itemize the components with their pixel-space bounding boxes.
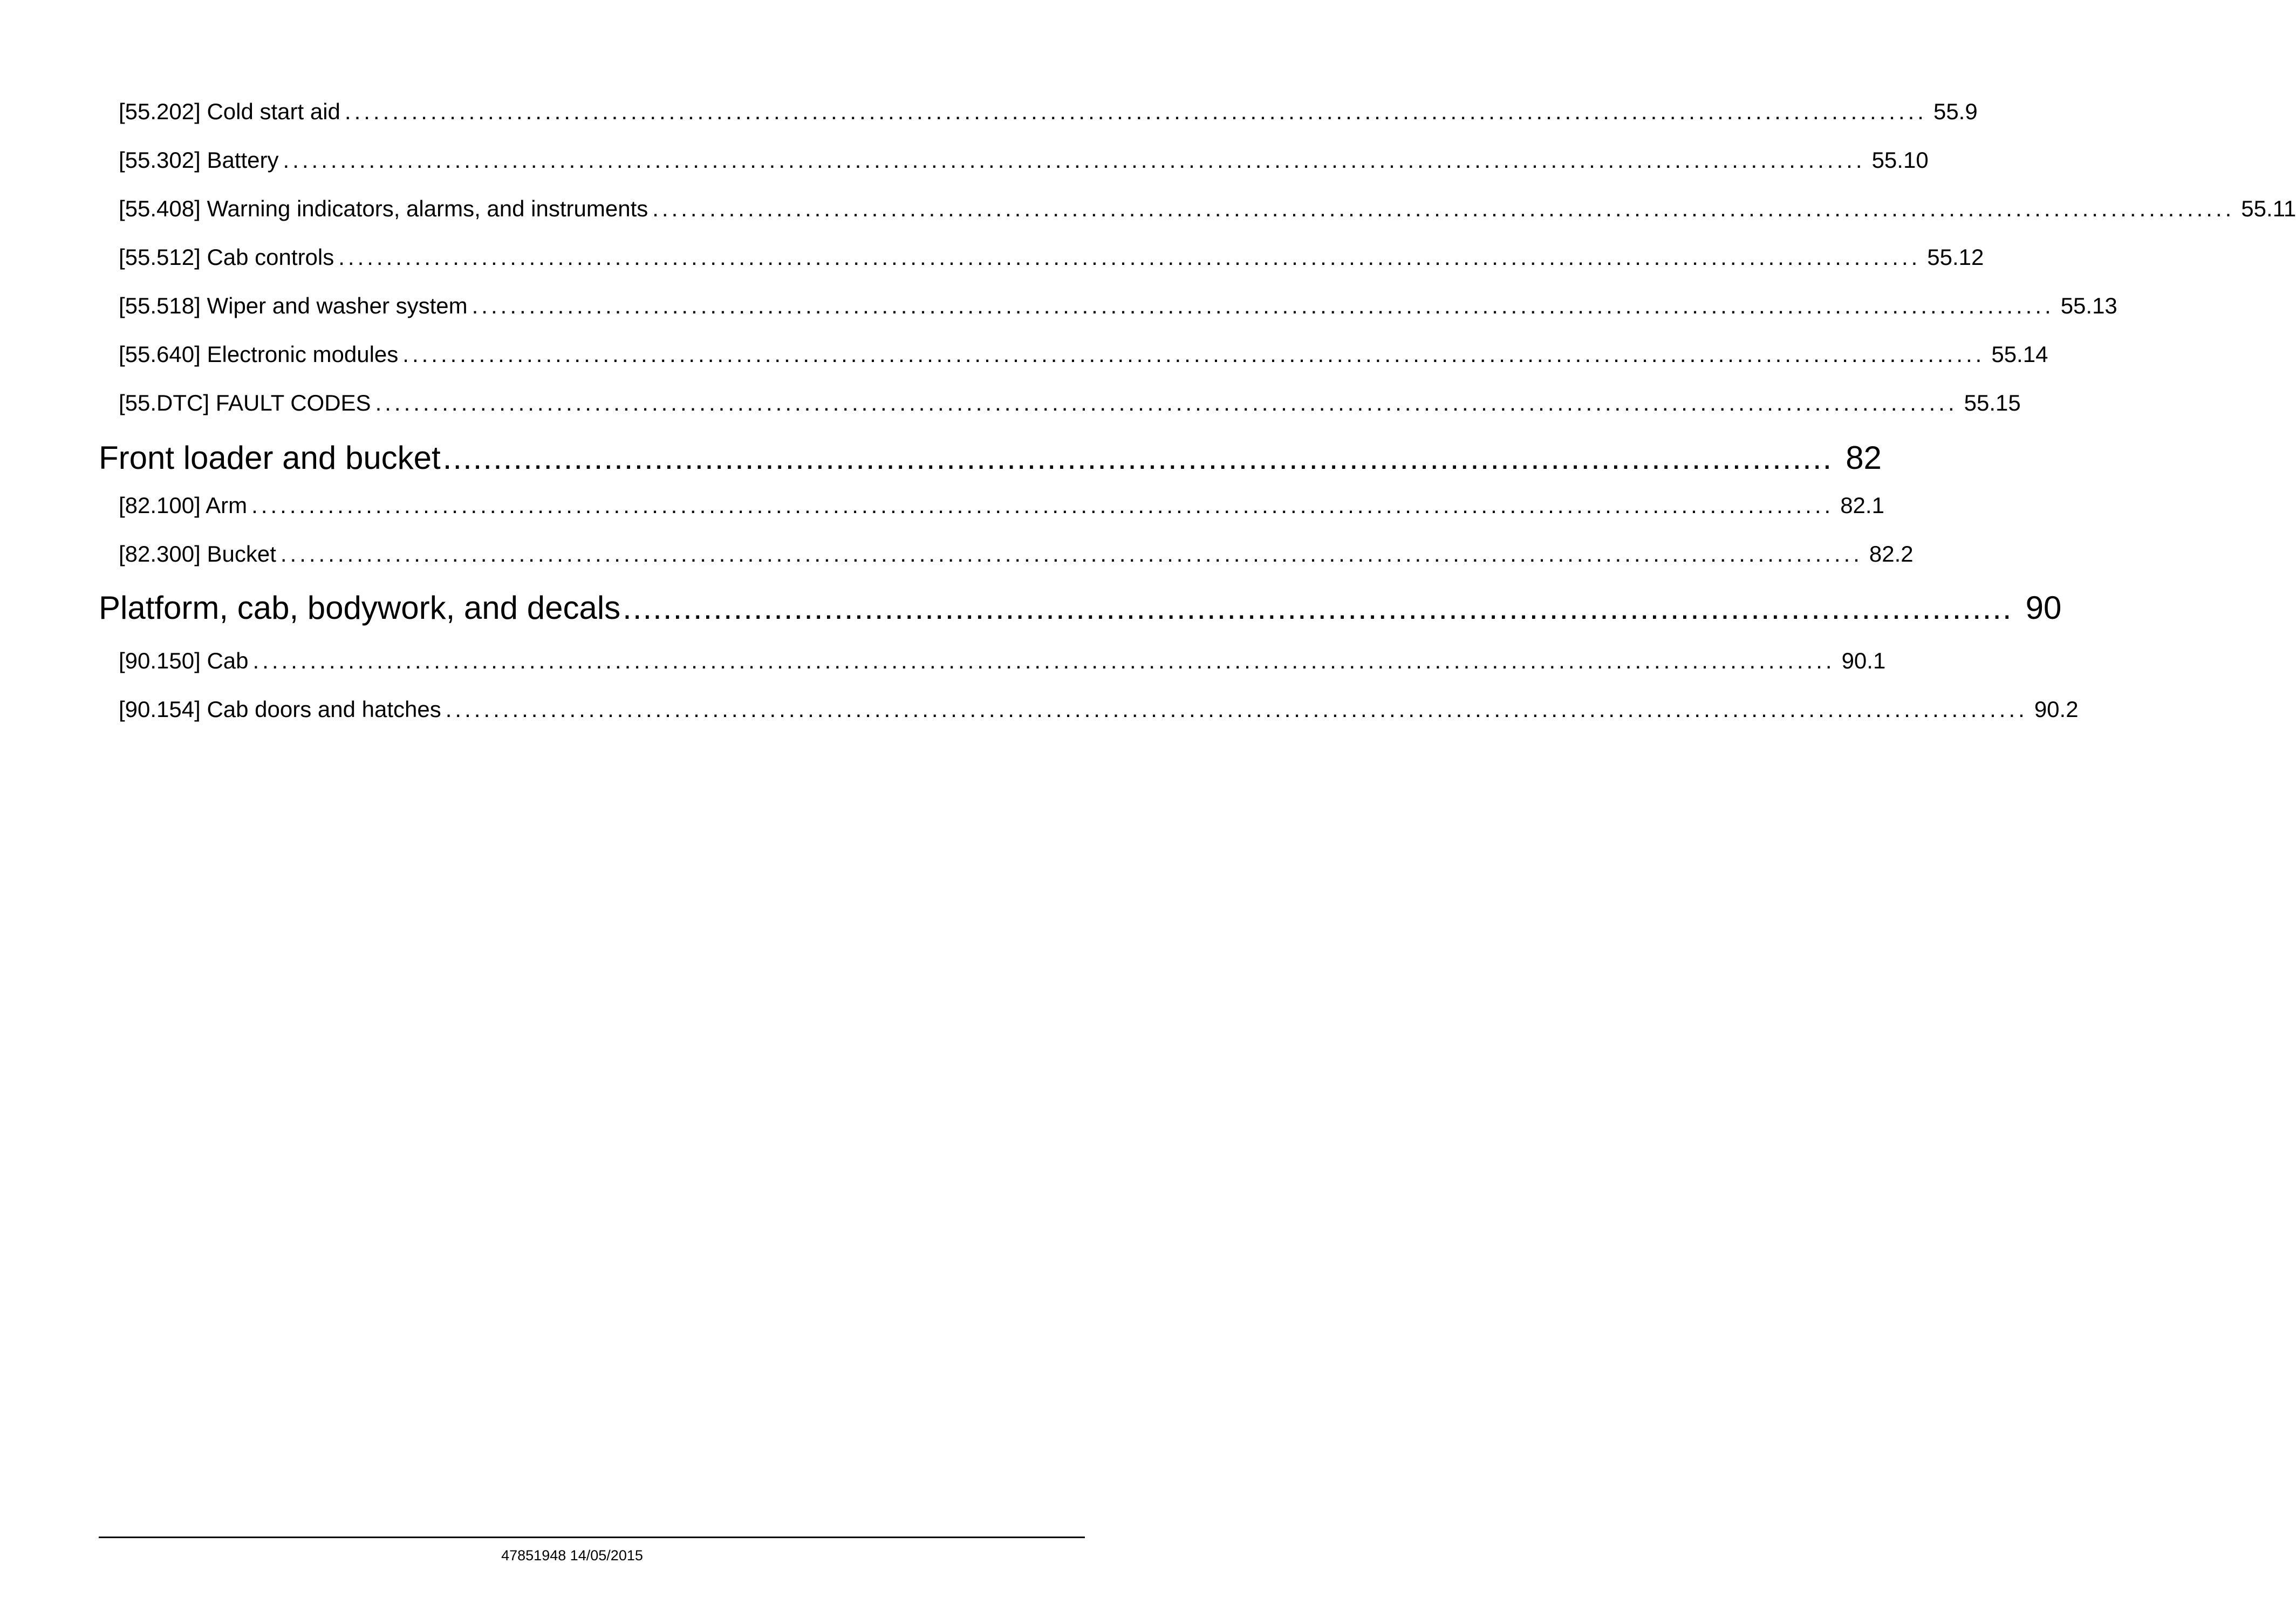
toc-entry-page: 55.9 bbox=[1933, 99, 1978, 124]
dot-leader: ...................................................................................................................................................................... bbox=[652, 196, 2235, 221]
toc-entry-cab-doors-hatches[interactable] bbox=[119, 696, 2079, 723]
toc-chapter-front-loader[interactable] bbox=[99, 439, 1882, 477]
toc-entry-cab-controls[interactable] bbox=[119, 244, 1984, 271]
dot-leader: ...................................................................................................................................................................... bbox=[338, 244, 1921, 270]
toc-entry-battery[interactable] bbox=[119, 147, 1929, 174]
dot-leader: ...................................................................................................................................................................... bbox=[402, 342, 1985, 367]
dot-leader: ...................................................................................................................................................................... bbox=[472, 293, 2054, 318]
toc-entry-page: 55.15 bbox=[1964, 390, 2021, 415]
toc-entry-title: [55.DTC] FAULT CODES bbox=[119, 390, 371, 415]
toc-entry-title: [90.154] Cab doors and hatches bbox=[119, 697, 441, 722]
toc-entry-title: [55.302] Battery bbox=[119, 147, 279, 173]
toc-chapter-page: 82 bbox=[1846, 440, 1882, 476]
toc-entry-title: [55.640] Electronic modules bbox=[119, 342, 399, 367]
dot-leader: ...................................................................................................................................................................... bbox=[375, 390, 1958, 415]
dot-leader: ...................................................................................................................................................................... bbox=[283, 147, 1866, 173]
toc-entry-electronic-modules[interactable] bbox=[119, 341, 2048, 368]
toc-chapter-title: Front loader and bucket bbox=[99, 440, 441, 476]
footer-document-id: 47851948 14/05/2015 bbox=[501, 1547, 643, 1564]
toc-entry-page: 55.10 bbox=[1871, 147, 1929, 173]
toc-entry-title: [82.300] Bucket bbox=[119, 541, 276, 566]
toc-entry-page: 55.12 bbox=[1927, 244, 1984, 270]
dot-leader: .......................................................................................................................................... bbox=[442, 440, 1833, 476]
toc-entry-cold-start-aid[interactable] bbox=[119, 98, 1978, 125]
toc-entry-title: [55.202] Cold start aid bbox=[119, 99, 340, 124]
toc-entry-page: 55.11 bbox=[2241, 196, 2296, 221]
toc-entry-page: 90.2 bbox=[2034, 697, 2079, 722]
dot-leader: ...................................................................................................................................................................... bbox=[251, 493, 1834, 518]
toc-entry-wiper-washer[interactable] bbox=[119, 292, 2117, 319]
toc-entry-title: [55.512] Cab controls bbox=[119, 244, 334, 270]
toc-entry-cab[interactable] bbox=[119, 647, 1886, 674]
toc-entry-title: [82.100] Arm bbox=[119, 493, 248, 518]
toc-entry-page: 82.2 bbox=[1869, 541, 1914, 566]
dot-leader: ...................................................................................................................................................................... bbox=[280, 541, 1863, 566]
toc-entry-fault-codes[interactable] bbox=[119, 390, 2021, 417]
dot-leader: ...................................................................................................................................................................... bbox=[344, 99, 1927, 124]
toc-entry-page: 55.14 bbox=[1991, 342, 2048, 367]
toc-chapter-page: 90 bbox=[2025, 590, 2062, 626]
dot-leader: ...................................................................................................................................................................... bbox=[252, 648, 1835, 673]
toc-entry-page: 82.1 bbox=[1840, 493, 1884, 518]
toc-entry-warning-indicators[interactable] bbox=[119, 195, 2296, 222]
dot-leader: .......................................................................................................................................... bbox=[623, 590, 2013, 626]
toc-entry-page: 90.1 bbox=[1841, 648, 1886, 673]
toc-entry-arm[interactable] bbox=[119, 492, 1884, 519]
toc-entry-title: [90.150] Cab bbox=[119, 648, 249, 673]
toc-entry-title: [55.518] Wiper and washer system bbox=[119, 293, 468, 318]
footer-divider bbox=[99, 1537, 1085, 1538]
toc-entry-bucket[interactable] bbox=[119, 541, 1914, 568]
dot-leader: ...................................................................................................................................................................... bbox=[445, 697, 2028, 722]
toc-chapter-platform-cab[interactable] bbox=[99, 589, 2062, 627]
toc-chapter-title: Platform, cab, bodywork, and decals bbox=[99, 590, 621, 626]
toc-entry-page: 55.13 bbox=[2060, 293, 2117, 318]
toc-entry-title: [55.408] Warning indicators, alarms, and instruments bbox=[119, 196, 648, 221]
